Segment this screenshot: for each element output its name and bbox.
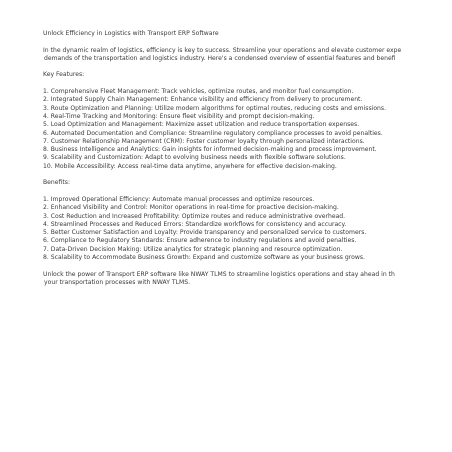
benefit-item: 1. Improved Operational Efficiency: Automate manual processes and optimize resources. [43, 195, 315, 203]
spacer [43, 80, 452, 88]
feature-item: 4. Real-Time Tracking and Monitoring: Ensure fleet visibility and prompt decision-making. [43, 112, 315, 120]
spacer [43, 171, 452, 179]
feature-item: 8. Business Intelligence and Analytics: Gain insights for informed decision-making and process improvement. [43, 146, 377, 154]
document-title: Unlock Efficiency in Logistics with Transport ERP Software [43, 30, 219, 37]
feature-item: 9. Scalability and Customization: Adapt to evolving business needs with flexible software solutions. [43, 154, 346, 162]
benefit-item: 5. Better Customer Satisfaction and Loyalty: Provide transparency and personalized service to customers. [43, 229, 367, 237]
features-heading: Key Features: [43, 71, 85, 79]
feature-item: 2. Integrated Supply Chain Management: Enhance visibility and efficiency from delivery to procurement. [43, 96, 363, 104]
spacer [43, 63, 452, 71]
document-body [43, 30, 452, 287]
benefit-item: 7. Data-Driven Decision Making: Utilize analytics for strategic planning and resource optimization. [43, 245, 343, 253]
feature-item: 10. Mobile Accessibility: Access real-time data anytime, anywhere for effective decision-making. [43, 162, 337, 170]
spacer [43, 262, 452, 270]
benefits-heading: Benefits: [43, 179, 70, 187]
spacer [43, 188, 452, 196]
feature-item: 7. Customer Relationship Management (CRM): Foster customer loyalty through personalized interactions. [43, 137, 365, 145]
benefit-item: 8. Scalability to Accommodate Business Growth: Expand and customize software as your business grows. [43, 254, 365, 262]
intro-line: demands of the transportation and logistics industry. Here's a condensed overview of essential features and benefi [44, 54, 396, 62]
benefit-item: 2. Enhanced Visibility and Control: Monitor operations in real-time for proactive decision-making. [43, 204, 339, 212]
feature-item: 1. Comprehensive Fleet Management: Track vehicles, optimize routes, and monitor fuel consumption. [43, 88, 354, 96]
closing-line: your transportation processes with NWAY TLMS. [44, 278, 191, 286]
benefit-item: 3. Cost Reduction and Increased Profitability: Optimize routes and reduce administrative overhead. [43, 212, 346, 220]
feature-item: 6. Automated Documentation and Compliance: Streamline regulatory compliance processes to avoid penalties. [43, 129, 383, 137]
feature-item: 3. Route Optimization and Planning: Utilize modern algorithms for optimal routes, reducing costs and emissions. [43, 104, 387, 112]
spacer [43, 38, 452, 46]
benefit-item: 6. Compliance to Regulatory Standards: Ensure adherence to industry regulations and avoid penalties. [43, 237, 357, 245]
closing-line: Unlock the power of Transport ERP software like NWAY TLMS to streamline logistics operations and stay ahead in th [43, 270, 395, 278]
feature-item: 5. Load Optimization and Management: Maximize asset utilization and reduce transportation expenses. [43, 121, 360, 129]
intro-line: In the dynamic realm of logistics, efficiency is key to success. Streamline your operations and elevate customer expe [43, 46, 402, 54]
benefit-item: 4. Streamlined Processes and Reduced Errors: Standardize workflows for consistency and accuracy. [43, 220, 347, 228]
